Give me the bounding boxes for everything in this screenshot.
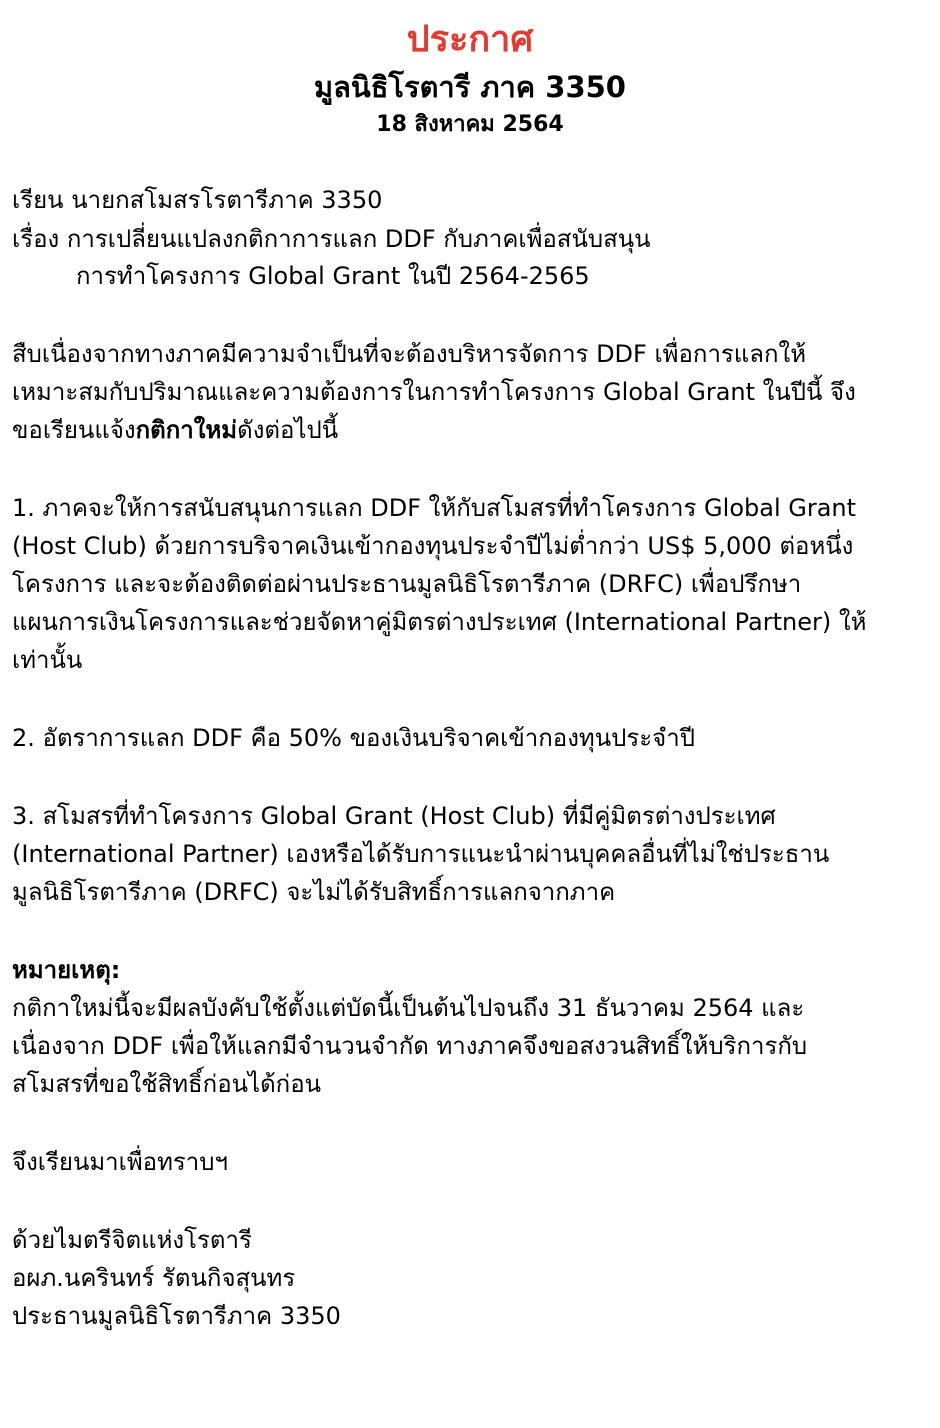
intro-line-3 xyxy=(12,412,932,448)
item-3-line-1: 3. สโมสรที่ทำโครงการ Global Grant (Host Club) ที่มีคู่มิตรต่างประเทศ xyxy=(12,802,776,830)
item-1-line-5: เท่านั้น xyxy=(12,646,83,674)
item-2-line-1: 2. อัตราการแลก DDF คือ 50% ของเงินบริจาคเข้ากองทุนประจำปี xyxy=(12,724,695,752)
note-line-1: กติกาใหม่นี้จะมีผลบังคับใช้ตั้งแต่บัดนี้เป็นต้นไปจนถึง 31 ธันวาคม 2564 และ xyxy=(12,994,805,1022)
note-heading: หมายเหตุ: xyxy=(12,956,121,984)
subject-line-2: การทำโครงการ Global Grant ในปี 2564-2565 xyxy=(76,262,590,290)
signature-line-1: ด้วยไมตรีจิตแห่งโรตารี xyxy=(12,1226,252,1254)
intro-line-3-prefix: ขอเรียนแจ้ง xyxy=(12,416,136,444)
signature-name: อผภ.นครินทร์ รัตนกิจสุนทร xyxy=(12,1264,296,1292)
document-date: 18 สิงหาคม 2564 xyxy=(376,112,564,137)
closing-line: จึงเรียนมาเพื่อทราบฯ xyxy=(12,1148,228,1176)
salutation: เรียน นายกสโมสรโรตารีภาค 3350 xyxy=(12,186,383,214)
item-1-line-2: (Host Club) ด้วยการบริจาคเงินเข้ากองทุนประจำปีไม่ต่ำกว่า US$ 5,000 ต่อหนึ่ง xyxy=(12,532,854,560)
intro-line-3-emphasis: กติกาใหม่ xyxy=(135,416,238,444)
item-1-line-1: 1. ภาคจะให้การสนับสนุนการแลก DDF ให้กับสโมสรที่ทำโครงการ Global Grant xyxy=(12,494,857,522)
item-1-line-4: แผนการเงินโครงการและช่วยจัดหาคู่มิตรต่างประเทศ (International Partner) ให้ xyxy=(12,608,867,636)
item-3-line-2: (International Partner) เองหรือได้รับการแนะนำผ่านบุคคลอื่นที่ไม่ใช่ประธาน xyxy=(12,840,830,868)
intro-line-3-suffix: ดังต่อไปนี้ xyxy=(237,416,339,444)
note-line-2: เนื่องจาก DDF เพื่อให้แลกมีจำนวนจำกัด ทางภาคจึงขอสงวนสิทธิ์ให้บริการกับ xyxy=(12,1032,808,1060)
note-line-3: สโมสรที่ขอใช้สิทธิ์ก่อนได้ก่อน xyxy=(12,1070,322,1098)
intro-line-2: เหมาะสมกับปริมาณและความต้องการในการทำโครงการ Global Grant ในปีนี้ จึง xyxy=(12,378,856,406)
subject-line-1: เรื่อง การเปลี่ยนแปลงกติกาการแลก DDF กับภาคเพื่อสนับสนุน xyxy=(12,225,651,253)
item-3-line-3: มูลนิธิโรตารีภาค (DRFC) จะไม่ได้รับสิทธิ์การแลกจากภาค xyxy=(12,878,616,906)
document-subtitle: มูลนิธิโรตารี ภาค 3350 xyxy=(314,70,626,104)
item-1-line-3: โครงการ และจะต้องติดต่อผ่านประธานมูลนิธิโรตารีภาค (DRFC) เพื่อปรึกษา xyxy=(12,570,802,598)
signature-position: ประธานมูลนิธิโรตารีภาค 3350 xyxy=(12,1302,341,1330)
intro-line-1: สืบเนื่องจากทางภาคมีความจำเป็นที่จะต้องบริหารจัดการ DDF เพื่อการแลกให้ xyxy=(12,340,807,368)
document-title: ประกาศ xyxy=(406,19,534,60)
